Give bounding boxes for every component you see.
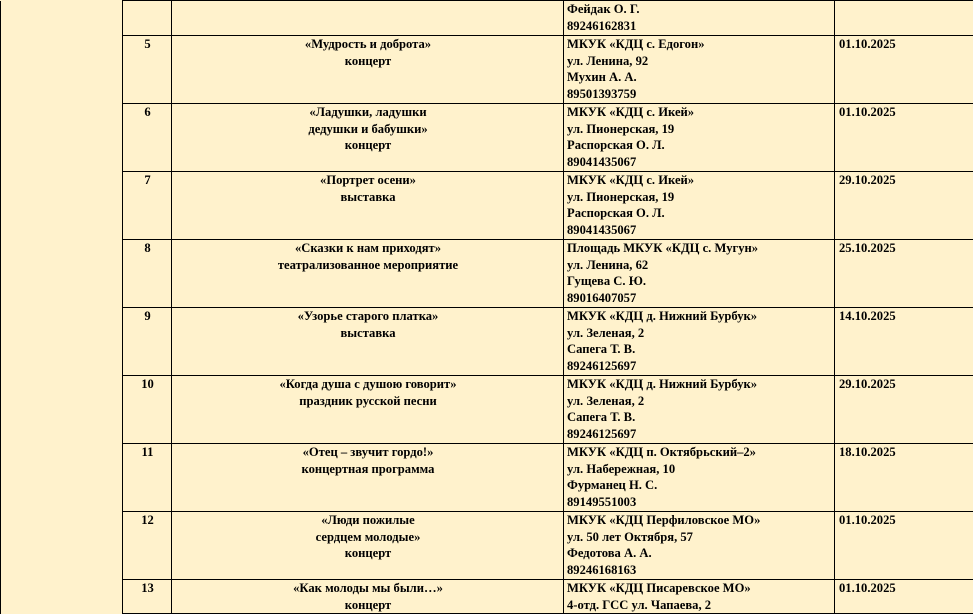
table-row [1,104,973,172]
venue-cell [564,376,835,444]
venue-line: МКУК «КДЦ с. Икей» [567,173,695,187]
venue-cell [564,172,835,240]
venue-line: Фейдак О. Г. [567,2,640,16]
venue-line: Сапега Т. В. [567,342,636,356]
venue-line: 89016407057 [567,290,637,305]
side-column-cell [1,444,123,512]
row-number: 6 [123,104,172,172]
venue-line: 89149551003 [567,494,637,509]
event-line: концерт [344,597,392,612]
event-line: концерт [344,546,392,560]
side-column-cell [1,580,123,614]
event-date [835,1,973,36]
venue-line: Площадь МКУК «КДЦ с. Мугун» [567,241,759,255]
venue-line: 89041435067 [567,222,637,237]
table-row [1,444,973,512]
event-line: дедушки и бабушки» [308,121,428,136]
venue-cell [564,580,835,614]
side-column-cell [1,36,123,104]
side-column-cell [1,308,123,376]
row-number [123,1,172,36]
venue-line: Сапега Т. В. [567,410,636,424]
event-line: выставка [340,325,396,340]
event-date: 01.10.2025 [835,36,973,104]
venue-line: ул. Пионерская, 19 [567,189,675,204]
event-date: 18.10.2025 [835,444,973,512]
event-line: театрализованное мероприятие [277,257,459,272]
event-cell [172,1,564,36]
event-cell [172,172,564,240]
event-line: «Портрет осени» [320,173,416,187]
venue-line: ул. Ленина, 92 [567,53,649,68]
table-row [1,308,973,376]
venue-line: МКУК «КДЦ п. Октябрьский–2» [567,445,756,459]
venue-line: 89246125697 [567,426,637,441]
venue-line: 89501393759 [567,86,637,101]
event-line: «Отец – звучит гордо!» [302,445,434,459]
row-number: 5 [123,36,172,104]
event-line: концерт [344,53,392,68]
venue-line: ул. Зеленая, 2 [567,325,645,340]
event-date: 29.10.2025 [835,376,973,444]
row-number: 12 [123,512,172,580]
venue-line: Распорская О. Л. [567,206,665,220]
side-column-cell [1,104,123,172]
venue-line: Распорская О. Л. [567,138,665,152]
event-line: «Ладушки, ладушки [309,105,427,119]
table-row [1,580,973,614]
row-number: 7 [123,172,172,240]
event-line: «Сказки к нам приходят» [294,241,442,255]
side-column-cell [1,172,123,240]
venue-line: МКУК «КДЦ с. Икей» [567,105,695,119]
event-line: «Когда душа с душою говорит» [279,377,457,391]
table-row [1,172,973,240]
venue-line: ул. Набережная, 10 [567,461,676,476]
table-row [1,512,973,580]
event-cell [172,308,564,376]
venue-line: Гущева С. Ю. [567,274,647,288]
table-row [1,240,973,308]
event-line: сердцем молодые» [315,529,421,544]
venue-line: Мухин А. А. [567,70,637,84]
venue-line: МКУК «КДЦ д. Нижний Бурбук» [567,377,758,391]
venue-line: Фурманец Н. С. [567,478,658,492]
event-cell [172,36,564,104]
table-row [1,1,973,36]
table-row [1,376,973,444]
venue-line: МКУК «КДЦ Писаревское МО» [567,581,751,595]
side-column-cell [1,240,123,308]
side-column-cell [1,376,123,444]
venue-line: ул. Пионерская, 19 [567,121,675,136]
row-number: 11 [123,444,172,512]
venue-line: МКУК «КДЦ д. Нижний Бурбук» [567,309,758,323]
table-row [1,36,973,104]
venue-line: ул. 50 лет Октября, 57 [567,529,693,544]
venue-line: МКУК «КДЦ с. Едогон» [567,37,705,51]
event-date: 14.10.2025 [835,308,973,376]
event-date: 01.10.2025 [835,512,973,580]
event-cell [172,512,564,580]
venue-line: 89041435067 [567,154,637,169]
venue-cell [564,240,835,308]
event-cell [172,240,564,308]
venue-line: 89246125697 [567,358,637,373]
venue-cell [564,444,835,512]
row-number: 10 [123,376,172,444]
event-date: 25.10.2025 [835,240,973,308]
side-column-cell [1,1,123,36]
venue-cell [564,1,835,36]
event-line: «Узорье старого платка» [297,309,439,323]
venue-cell [564,308,835,376]
event-line: концертная программа [301,461,435,476]
event-cell [172,104,564,172]
event-line: «Люди пожилые [321,513,415,527]
row-number: 9 [123,308,172,376]
side-column-cell [1,512,123,580]
venue-line: Федотова А. А. [567,546,652,560]
event-cell [172,376,564,444]
venue-line: МКУК «КДЦ Перфиловское МО» [567,513,761,527]
venue-cell [564,36,835,104]
event-date: 01.10.2025 [835,104,973,172]
event-cell [172,580,564,614]
event-line: выставка [340,189,396,204]
row-number: 13 [123,580,172,614]
event-cell [172,444,564,512]
event-line: праздник русской песни [299,393,437,408]
event-date: 01.10.2025 [835,580,973,614]
venue-line: 4-отд. ГСС ул. Чапаева, 2 [567,597,712,612]
event-line: «Как молоды мы были…» [293,581,443,595]
event-line: «Мудрость и доброта» [304,37,432,51]
venue-cell [564,512,835,580]
venue-line: 89246162831 [567,18,637,33]
row-number: 8 [123,240,172,308]
venue-line: ул. Ленина, 62 [567,257,649,272]
venue-cell [564,104,835,172]
event-line: концерт [344,138,392,152]
event-date: 29.10.2025 [835,172,973,240]
venue-line: 89246168163 [567,562,637,577]
venue-line: ул. Зеленая, 2 [567,393,645,408]
